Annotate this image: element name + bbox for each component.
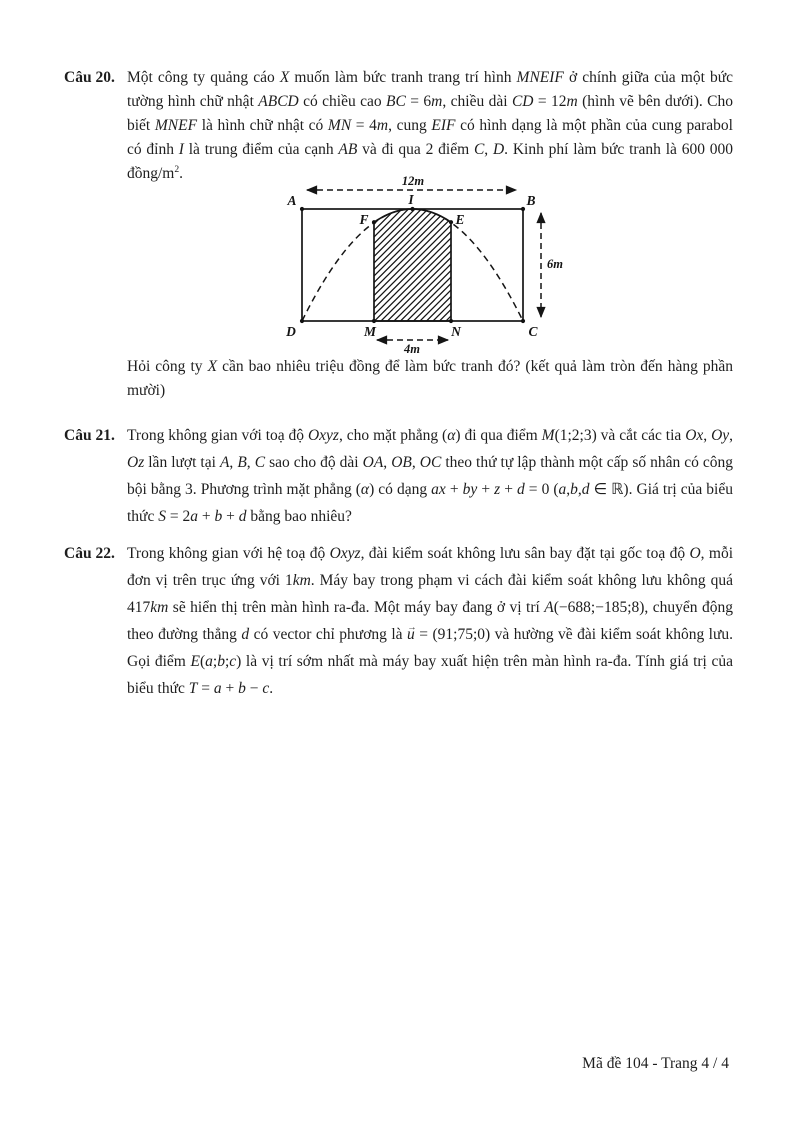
parabola-wall-diagram	[270, 172, 570, 355]
label-B: B	[526, 193, 536, 208]
label-E: E	[455, 212, 465, 227]
question-22-number: Câu 22.	[64, 545, 115, 562]
question-20-followup-text: Hỏi công ty X cần bao nhiêu triệu đồng để làm bức tranh đó? (kết quả làm tròn đến hàng phần mười)	[127, 358, 734, 399]
figure-q20	[270, 172, 570, 355]
label-C: C	[528, 324, 538, 339]
exam-content	[64, 66, 734, 702]
label-I: I	[408, 192, 414, 207]
question-20-text: Một công ty quảng cáo X muốn làm bức tranh trang trí hình MNEIF ở chính giữa của một bức tường hình chữ nhật ABCD có chiều cao BC = 6m, chiều dài CD = 12m (hình vẽ bên dưới). Cho biết MNEF là hình chữ nhật có MN = 4m, cung EIF có hình dạng là một phần của cung parabol có đỉnh I là trung điểm của cạnh AB và đi qua 2 điểm C, D. Kinh phí làm bức tranh là 600 000 đồng/$m^2$.	[127, 69, 734, 182]
label-N: N	[451, 324, 461, 339]
hatched-picture-region	[374, 209, 451, 321]
dim-width-label: 12m	[401, 174, 425, 188]
question-20-followup	[64, 355, 734, 403]
question-21-number: Câu 21.	[64, 427, 115, 444]
page-footer: Mã đề 104 - Trang 4 / 4	[582, 1055, 729, 1072]
question-22-text: Trong không gian với hệ toạ độ Oxyz, đài kiểm soát không lưu sân bay đặt tại gốc toạ độ O, mỗi đơn vị trên trục ứng với 1km. Máy bay trong phạm vi cách đài kiểm soát không lưu không quá 417km sẽ hiển thị trên màn hình ra-đa. Một máy bay đang ở vị trí A(−688;−185;8), chuyển động theo đường thẳng d có vector chỉ phương là u → = (91;75;0) và hường về đài kiểm soát không lưu. Gọi điểm E(a;b;c) là vị trí sớm nhất mà máy bay xuất hiện trên màn hình ra-đa. Tính giá trị của biểu thức T = a + b − c.	[127, 540, 733, 702]
question-21	[64, 422, 734, 530]
label-M: M	[363, 324, 377, 339]
question-22	[64, 540, 734, 702]
label-D: D	[286, 324, 296, 339]
question-21-text: Trong không gian với toạ độ Oxyz, cho mặt phẳng (α) đi qua điểm M(1;2;3) và cắt các tia Ox, Oy, Oz lần lượt tại A, B, C sao cho độ dài OA, OB, OC theo thứ tự lập thành một cấp số nhân có công bội bằng 3. Phương trình mặt phẳng (α) có dạng ax + by + z + d = 0 (a,b,d ∈ ℝ). Giá trị của biểu thức S = 2a + b + d bằng bao nhiêu?	[127, 427, 734, 525]
question-20-number: Câu 20.	[64, 69, 115, 86]
question-20	[64, 66, 734, 186]
dim-height-label: 6m	[547, 257, 563, 271]
label-A: A	[287, 193, 297, 208]
dim-inner-width-label: 4m	[404, 342, 420, 355]
label-F: F	[359, 212, 369, 227]
